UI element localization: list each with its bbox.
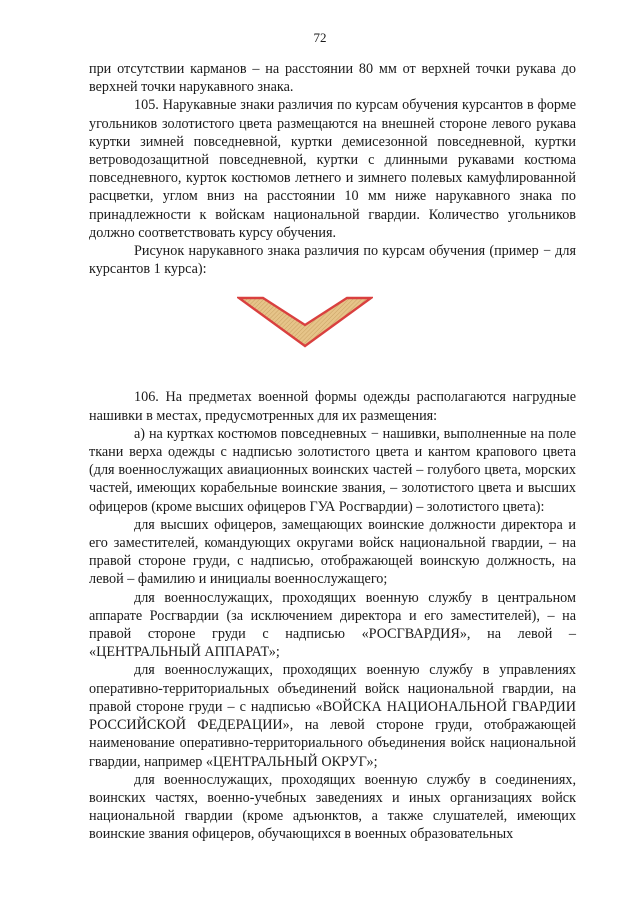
chevron-insignia-icon	[237, 296, 373, 348]
paragraph-formations: для военнослужащих, проходящих военную службу в соединениях, воинских частях, военно-учебных заведениях и иных организациях войск национальной гвардии (кроме адъюнктов, а также слушателей, имеющих воинские звания офицеров, обучающихся в военных образовательных	[89, 771, 576, 843]
paragraph-central-office: для военнослужащих, проходящих военную службу в центральном аппарате Росгвардии (за исключением директора и его заместителей), – на правой стороне груди с надписью «РОСГВАРДИЯ», на левой – «ЦЕНТРАЛЬНЫЙ АППАРАТ»;	[89, 589, 576, 661]
paragraph-105: 105. Нарукавные знаки различия по курсам обучения курсантов в форме угольников золотистого цвета размещаются на внешней стороне левого рукава куртки зимней повседневной, куртки демисезонной повседневной, куртки ветроводозащитной повседневной, куртки с длинными рукавами костюма повседневного, курток костюмов летнего и зимнего полевых камуфлированной расцветки, углом вниз на расстоянии 10 мм ниже нарукавного знака по принадлежности к войскам национальной гвардии. Количество угольников должно соответствовать курсу обучения.	[89, 97, 576, 241]
paragraph-senior-officers: для высших офицеров, замещающих воинские должности директора и его заместителей, командующих округами войск национальной гвардии, – на правой стороне груди, с надписью, отображающей воинскую должность, на левой – фамилию и инициалы военнослужащего;	[89, 516, 576, 588]
paragraph-106-a: а) на куртках костюмов повседневных − нашивки, выполненные на поле ткани верха одежды с надписью золотистого цвета и кантом крапового цвета (для военнослужащих авиационных воинских частей – голубого цвета, морских частей, имеющих корабельные воинские звания, – золотистого цвета и высших офицеров (кроме высших офицеров ГУА Росгвардии) – золотистого цвета):	[89, 425, 576, 515]
chevron-figure	[89, 278, 576, 388]
paragraph-territorial: для военнослужащих, проходящих военную службу в управлениях оперативно-территориальных объединений войск национальной гвардии, на правой стороне груди – с надписью «ВОЙСКА НАЦИОНАЛЬНОЙ ГВАРДИИ РОССИЙСКОЙ ФЕДЕРАЦИИ», на левой стороне груди, отображающей наименование оперативно-территориального объединения войск национальной гвардии, например «ЦЕНТРАЛЬНЫЙ ОКРУГ»;	[89, 662, 576, 770]
page-number: 72	[313, 30, 327, 45]
chevron-shape	[239, 298, 371, 346]
paragraph-106: 106. На предметах военной формы одежды располагаются нагрудные нашивки в местах, предусмотренных для их размещения:	[89, 389, 576, 424]
paragraph-continuation: при отсутствии карманов – на расстоянии 80 мм от верхней точки рукава до верхней точки нарукавного знака.	[89, 61, 576, 96]
paragraph-figure-caption: Рисунок нарукавного знака различия по курсам обучения (пример − для курсантов 1 курса):	[89, 243, 576, 278]
document-body	[89, 60, 576, 844]
